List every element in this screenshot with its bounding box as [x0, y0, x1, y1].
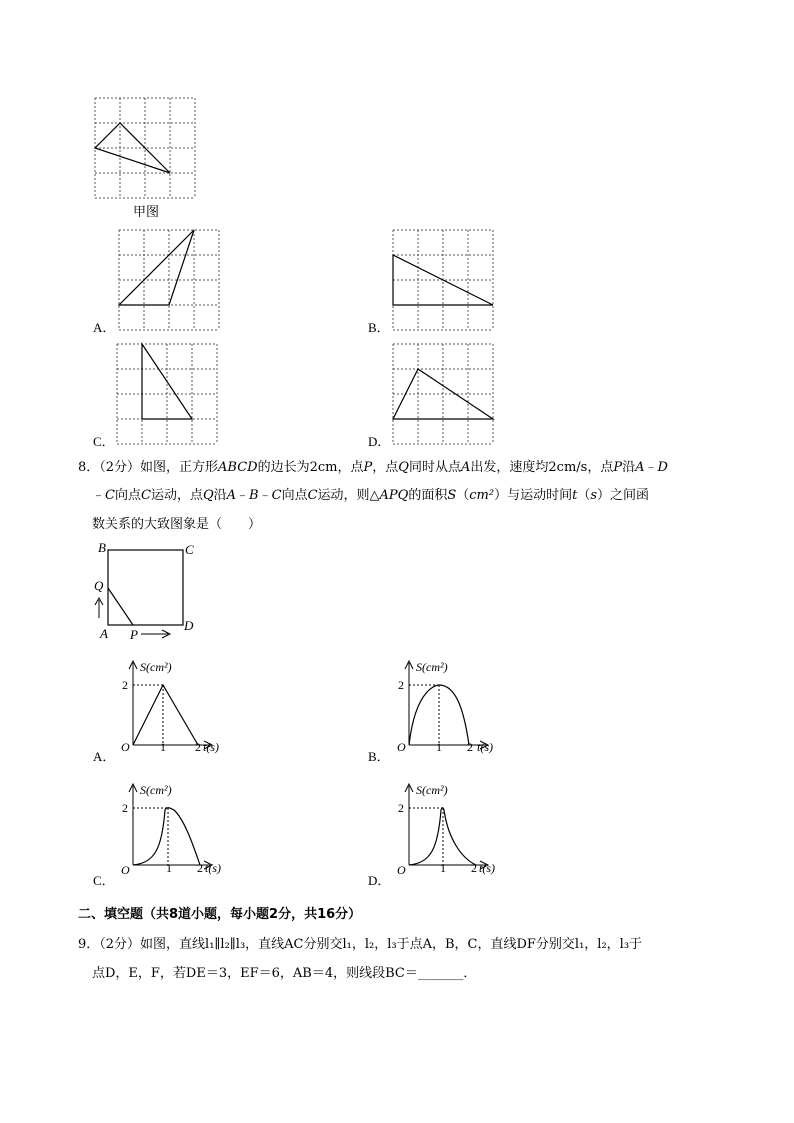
- y-axis-label: S(cm²): [140, 660, 172, 674]
- q7-option-d-label[interactable]: D．: [368, 434, 391, 449]
- x-tick-2: 2: [471, 861, 477, 875]
- y-axis-label: S(cm²): [140, 783, 172, 797]
- label-q: Q: [94, 578, 104, 593]
- graph-option-b: [386, 655, 506, 755]
- y-axis-label: S(cm²): [416, 660, 448, 674]
- x-axis-label: t(s): [203, 740, 219, 754]
- section-2-title: 二、填空题（共8道小题，每小题2分，共16分）: [78, 907, 362, 922]
- q8-option-a-label[interactable]: A．: [93, 749, 116, 764]
- y-tick-2: 2: [122, 801, 128, 815]
- graph-option-d: [386, 778, 506, 878]
- x-axis-label: t(s): [205, 861, 221, 875]
- q8-line-2: ﹣C向点C运动，点Q沿A﹣B﹣C向点C运动，则△APQ的面积S（cm²）与运动时间t（s）之间函: [92, 488, 650, 503]
- label-b: B: [98, 540, 106, 555]
- x-tick-2: 2: [197, 861, 203, 875]
- y-tick-2: 2: [398, 801, 404, 815]
- y-tick-2: 2: [398, 678, 404, 692]
- q8-line-3: 数关系的大致图象是（ ）: [92, 517, 262, 532]
- graph-option-c: [110, 778, 230, 878]
- y-tick-2: 2: [122, 678, 128, 692]
- x-tick-1: 1: [440, 861, 446, 875]
- y-axis-label: S(cm²): [416, 783, 448, 797]
- q7-option-b-label[interactable]: B．: [368, 320, 390, 335]
- grid-option-d: [393, 344, 493, 444]
- x-tick-2: 2: [467, 740, 473, 754]
- figure-jia-caption: 甲图: [133, 205, 160, 220]
- origin-label: O: [397, 740, 406, 754]
- grid-option-b: [393, 230, 493, 330]
- q8-square-figure: [86, 540, 206, 645]
- origin-label: O: [121, 863, 130, 877]
- q9-line-1: 9．（2分）如图，直线l₁∥l₂∥l₃，直线AC分别交l₁，l₂，l₃于点A，B，C，直线DF分别交l₁，l₂，l₃于: [78, 937, 643, 952]
- label-d: D: [184, 618, 194, 633]
- grid-option-a: [119, 230, 219, 330]
- x-axis-label: t(s): [479, 861, 495, 875]
- q8-option-d-label[interactable]: D．: [368, 873, 391, 888]
- q8-option-b-label[interactable]: B．: [368, 749, 390, 764]
- x-tick-1: 1: [436, 740, 442, 754]
- x-tick-1: 1: [166, 861, 172, 875]
- label-c: C: [185, 542, 194, 557]
- label-a: A: [100, 626, 108, 641]
- q7-option-a-label[interactable]: A．: [93, 320, 116, 335]
- q7-option-c-label[interactable]: C．: [93, 434, 115, 449]
- q8-option-c-label[interactable]: C．: [93, 873, 115, 888]
- x-tick-1: 1: [160, 740, 166, 754]
- grid-figure-jia: [95, 98, 195, 198]
- q8-line-1: 8．（2分）如图，正方形ABCD的边长为2cm，点P，点Q同时从点A出发，速度均2cm/s，点P沿A﹣D: [78, 460, 668, 475]
- q9-line-2: 点D，E，F，若DE＝3，EF＝6，AB＝4，则线段BC＝_______．: [92, 966, 477, 981]
- origin-label: O: [121, 740, 130, 754]
- x-axis-label: t(s): [477, 740, 493, 754]
- graph-option-a: [110, 655, 230, 755]
- x-tick-2: 2: [195, 740, 201, 754]
- grid-option-c: [117, 344, 217, 444]
- label-p: P: [130, 627, 138, 642]
- origin-label: O: [397, 863, 406, 877]
